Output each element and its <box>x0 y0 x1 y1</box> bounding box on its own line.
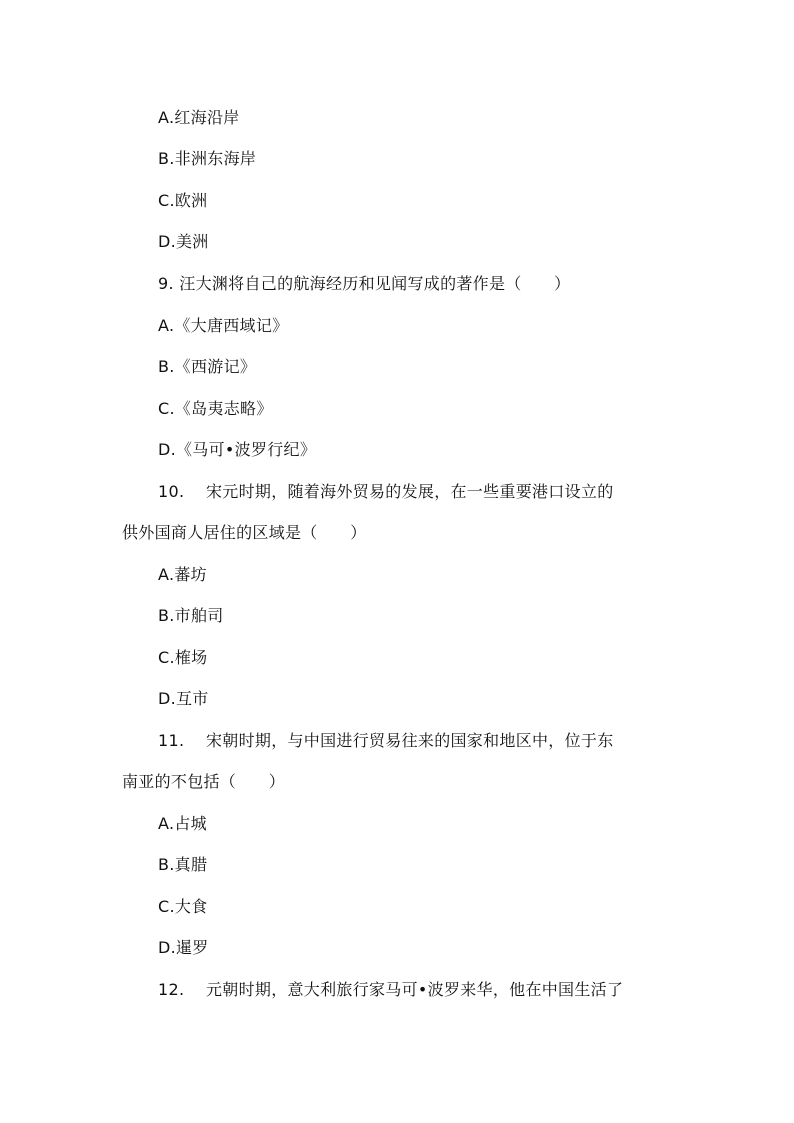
q8-option-a: A.红海沿岸 <box>158 108 240 127</box>
q10-option-b: B.市舶司 <box>158 606 224 625</box>
q12-number: 12. <box>158 980 185 999</box>
q10-option-a: A.蕃坊 <box>158 565 207 584</box>
q11-stem-text-1: 宋朝时期，与中国进行贸易往来的国家和地区中，位于东 <box>206 731 614 750</box>
q10-stem-line1 <box>158 481 614 503</box>
q10-stem-text-1: 宋元时期，随着海外贸易的发展，在一些重要港口设立的 <box>206 482 614 501</box>
q10-option-c: C.榷场 <box>158 648 208 667</box>
q9-stem-text: 汪大渊将自己的航海经历和见闻写成的著作是（ ） <box>179 274 571 293</box>
q8-option-b: B.非洲东海岸 <box>158 149 257 168</box>
q10-option-d: D.互市 <box>158 689 209 708</box>
q12-stem-line1 <box>158 979 623 1001</box>
q11-number: 11. <box>158 731 185 750</box>
q8-option-d: D.美洲 <box>158 232 209 251</box>
q9-option-c: C.《岛夷志略》 <box>158 399 273 418</box>
q11-option-c: C.大食 <box>158 897 208 916</box>
q12-stem-text-1: 元朝时期，意大利旅行家马可•波罗来华，他在中国生活了 <box>206 980 624 999</box>
q9-option-a: A.《大唐西域记》 <box>158 316 289 335</box>
q9-stem <box>158 273 570 295</box>
q10-stem-line2: 供外国商人居住的区域是（ ） <box>122 523 367 542</box>
q11-option-d: D.暹罗 <box>158 938 209 957</box>
q11-stem-line1 <box>158 730 614 752</box>
q9-option-b: B.《西游记》 <box>158 357 257 376</box>
q11-stem-line2: 南亚的不包括（ ） <box>122 772 286 791</box>
q9-number: 9. <box>158 274 174 293</box>
q8-option-c: C.欧洲 <box>158 191 208 210</box>
q10-number: 10. <box>158 482 185 501</box>
q9-option-d: D.《马可•波罗行纪》 <box>158 440 317 459</box>
q11-option-a: A.占城 <box>158 814 207 833</box>
q11-option-b: B.真腊 <box>158 855 208 874</box>
